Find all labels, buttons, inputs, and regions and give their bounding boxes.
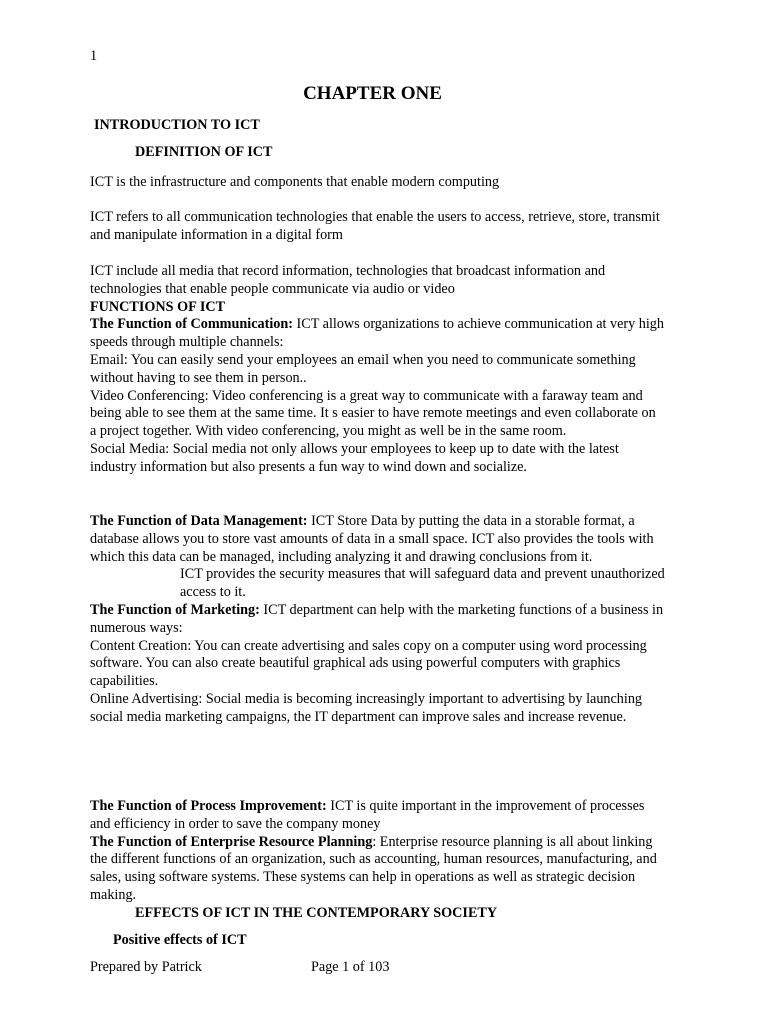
def-text-2: ICT refers to all communication technologies that enable the users to access, retrieve, store, transmit and manipulate information in a digital form	[90, 209, 660, 243]
communication-text: ICT allows organizations to achieve communication at very high speeds through multiple channels:	[90, 316, 664, 351]
erp-label: The Function of Enterprise Resource Planning	[90, 833, 373, 850]
definition-paragraph-2	[90, 209, 665, 245]
communication-label: The Function of Communication:	[90, 316, 293, 333]
heading-functions: FUNCTIONS OF ICT	[90, 298, 226, 315]
data-management-paragraph	[90, 513, 665, 566]
marketing-paragraph	[90, 602, 665, 638]
process-text: ICT is quite important in the improvement of processes and efficiency in order to save the company money	[90, 798, 645, 832]
heading-effects: EFFECTS OF ICT IN THE CONTEMPORARY SOCIETY	[135, 905, 498, 921]
chapter-title: CHAPTER ONE	[303, 83, 442, 104]
email-paragraph: Email: You can easily send your employees an email when you need to communicate something without having to see them in person..	[90, 351, 636, 386]
def-text-3: ICT include all media that record information, technologies that broadcast information and technologies that enable people communicate via audio or video	[90, 263, 606, 297]
def-text-1: ICT is the infrastructure and components that enable modern computing	[90, 174, 500, 190]
footer-page-count: Page 1 of 103	[311, 959, 390, 975]
heading-definition: DEFINITION OF ICT	[135, 144, 273, 160]
heading-intro: INTRODUCTION TO ICT	[94, 117, 260, 133]
security-paragraph: ICT provides the security measures that will safeguard data and prevent unauthorized access to it.	[180, 566, 665, 601]
video-conferencing-paragraph: Video Conferencing: Video conferencing is a great way to communicate with a faraway team and being able to see them at the same time. It s easier to have remote meetings and even collaborate on a project together. With video conferencing, you might as well be in the same room.	[90, 387, 656, 440]
data-management-text: ICT Store Data by putting the data in a storable format, a database allows you to store vast amounts of data in a small space. ICT also provides the tools with which this data can be managed, including analyzing it and drawing conclusions from it.	[90, 513, 654, 565]
data-management-label: The Function of Data Management:	[90, 513, 308, 529]
content-creation-paragraph: Content Creation: You can create advertising and sales copy on a computer using word processing software. You can also create beautiful graphical ads using powerful computers with graphics capabilities.	[90, 637, 647, 690]
marketing-label: The Function of Marketing:	[90, 601, 260, 618]
footer-author: Prepared by Patrick	[90, 959, 202, 975]
process-section	[90, 798, 665, 905]
data-management-section	[90, 513, 665, 727]
process-paragraph	[90, 798, 665, 834]
definition-paragraph-1	[90, 174, 665, 192]
communication-paragraph	[90, 316, 665, 352]
page-number: 1	[90, 48, 98, 64]
marketing-text: ICT department can help with the marketing functions of a business in numerous ways:	[90, 601, 664, 636]
definition-paragraph-3	[90, 263, 665, 477]
erp-paragraph	[90, 834, 665, 905]
erp-text: : Enterprise resource planning is all about linking the different functions of an organization, such as accounting, human resources, manufacturing, and sales, using software systems. These systems can help in operations as well as strategic decision making.	[90, 833, 657, 903]
heading-positive-effects: Positive effects of ICT	[113, 932, 247, 948]
online-advertising-paragraph: Online Advertising: Social media is becoming increasingly important to advertising by launching social media marketing campaigns, the IT department can improve sales and increase revenue.	[90, 690, 643, 725]
social-media-paragraph: Social Media: Social media not only allows your employees to keep up to date with the latest industry information but also presents a fun way to wind down and socialize.	[90, 440, 619, 475]
process-label: The Function of Process Improvement:	[90, 798, 327, 814]
